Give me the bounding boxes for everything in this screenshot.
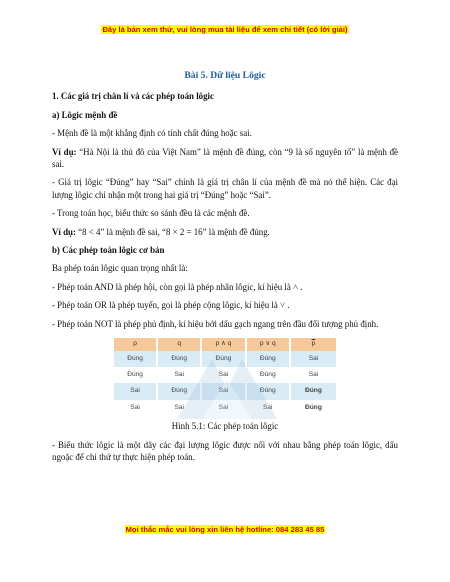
- table-cell: Sai: [291, 351, 336, 367]
- example-2: [52, 226, 398, 238]
- example-text: “8 < 4” là mệnh đề sai, “8 × 2 = 16” là mệnh đề đúng.: [75, 226, 270, 237]
- paragraph-or: - Phép toán OR là phép tuyển, gọi là phép cộng lôgic, kí hiệu là ˅ .: [52, 300, 290, 311]
- example-1: [52, 146, 398, 171]
- table-row: [114, 383, 336, 399]
- paragraph-expression: - Biểu thức lôgic là một dãy các đại lượng lôgic được nối với nhau bằng phép toán lôgic, dấu ngoặc để chỉ thứ tự thực hiện phép toán.: [52, 439, 398, 462]
- table-cell: Đúng: [158, 351, 200, 367]
- table-cell: Sai: [158, 367, 200, 383]
- table-cell: Sai: [114, 383, 156, 399]
- lesson-title: Bài 5. Dữ liệu Lôgic: [184, 70, 266, 81]
- header-cell: p: [114, 338, 156, 350]
- table-cell: Đúng: [202, 351, 244, 367]
- table-cell: Đúng: [247, 367, 289, 383]
- header-cell-not-p: $\overline{p}$: [291, 338, 336, 350]
- table-cell: Đúng: [291, 400, 336, 416]
- figure-caption: Hình 5.1: Các phép toán lôgic: [171, 421, 279, 432]
- table-row: [114, 367, 336, 383]
- table-cell: Sai: [202, 383, 244, 399]
- paragraph-intro-ops: Ba phép toán lôgic quan trọng nhất là:: [52, 263, 188, 274]
- paragraph-not: - Phép toán NOT là phép phủ định, kí hiệu bởi dấu gạch ngang trên đầu đối tượng phủ định.: [52, 318, 379, 329]
- header-cell: p ∨ q: [247, 338, 289, 350]
- table-cell: Đúng: [247, 351, 289, 367]
- table-cell: Đúng: [247, 383, 289, 399]
- example-label: Ví dụ:: [52, 226, 76, 237]
- document-body: [52, 70, 398, 469]
- table-cell: Sai: [158, 400, 200, 416]
- hotline-text: Mọi thắc mắc vui lòng xin liên hệ hotline: 084 283 45 85: [125, 525, 325, 534]
- paragraph-truth-value: - Giá trị lôgic “Đúng” hay “Sai” chính là giá trị chân lí của mệnh đề mà nó thể hiện. Các đại lượng lôgic chỉ nhận một trong hai giá trị “Đúng” hoặc “Sai”.: [52, 177, 398, 200]
- table-cell: Sai: [114, 400, 156, 416]
- truth-table-figure: [112, 338, 338, 416]
- table-cell: Đúng: [291, 383, 336, 399]
- section-heading-1: 1. Các giá trị chân lí và các phép toán lôgic: [52, 91, 214, 102]
- table-header-row: [114, 338, 336, 350]
- header-cell: q: [158, 338, 200, 350]
- table-cell: Sai: [247, 400, 289, 416]
- truth-table: [112, 338, 338, 416]
- example-text: “Hà Nội là thủ đô của Việt Nam” là mệnh đề đúng, còn “9 là số nguyên tố” là mệnh đề sai.: [52, 146, 398, 170]
- subsection-heading-a: a) Lôgic mệnh đề: [52, 109, 118, 120]
- paragraph-and: - Phép toán AND là phép hội, còn gọi là phép nhân lôgic, kí hiệu là ˄ .: [52, 281, 303, 292]
- table-cell: Sai: [202, 400, 244, 416]
- table-cell: Đúng: [114, 367, 156, 383]
- header-cell: p ∧ q: [202, 338, 244, 350]
- table-cell: Sai: [202, 367, 244, 383]
- table-cell: Đúng: [158, 383, 200, 399]
- subsection-heading-b: b) Các phép toán lôgic cơ bản: [52, 245, 165, 256]
- preview-banner: [0, 25, 450, 34]
- paragraph-comparison: - Trong toán học, biểu thức so sánh đều là các mệnh đề.: [52, 208, 250, 219]
- hotline-footer: [0, 525, 450, 534]
- table-cell: Đúng: [114, 351, 156, 367]
- preview-banner-text: Đây là bản xem thử, vui lòng mua tài liệu để xem chi tiết (có lời giải): [102, 25, 348, 34]
- paragraph-definition: - Mệnh đề là một khẳng định có tính chất đúng hoặc sai.: [52, 128, 252, 139]
- example-label: Ví dụ:: [52, 146, 77, 157]
- table-cell: Sai: [291, 367, 336, 383]
- table-row: [114, 400, 336, 416]
- table-row: [114, 351, 336, 367]
